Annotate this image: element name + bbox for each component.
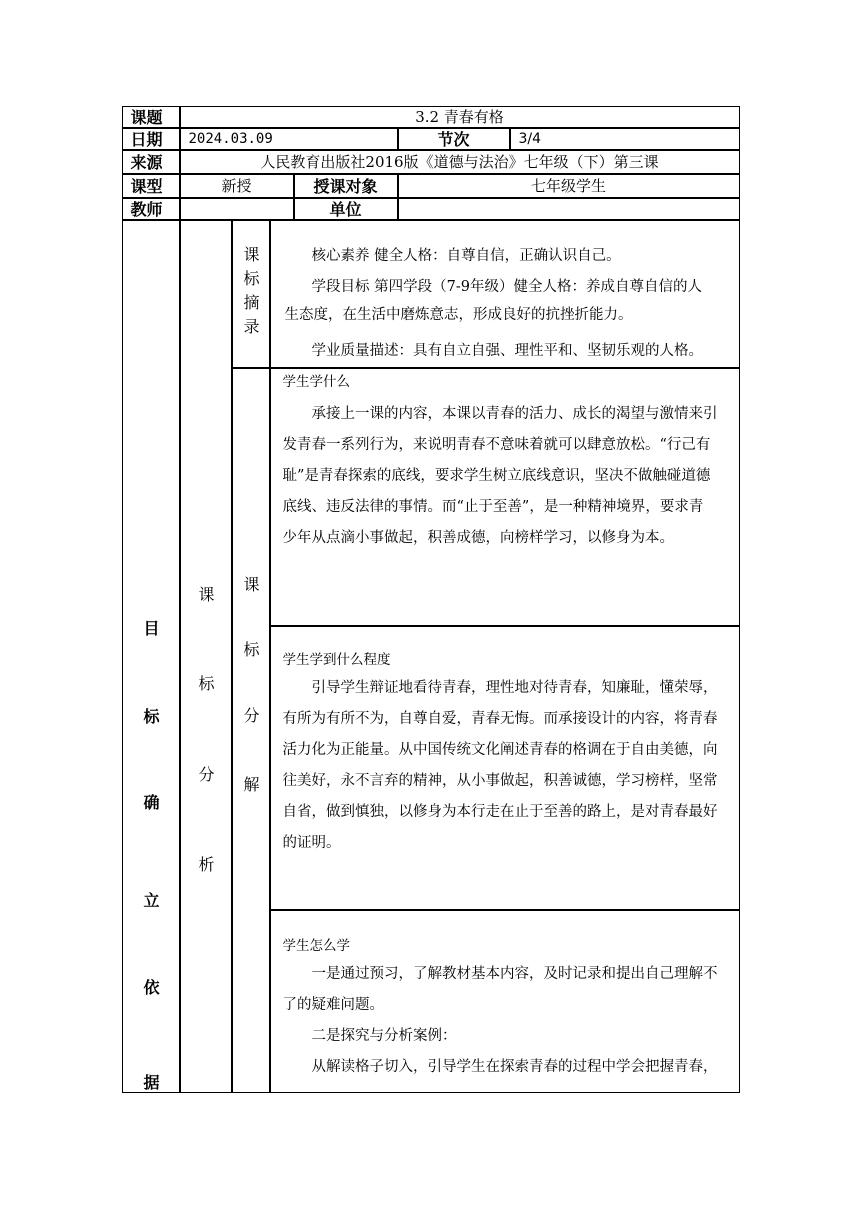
source-value: 人民教育出版社2016版《道德与法治》七年级（下）第三课 <box>180 150 740 174</box>
block3-text <box>283 935 735 1083</box>
analysis-label-cell <box>180 220 232 1093</box>
analysis-char-3: 分 <box>198 764 215 784</box>
period-value: 3/4 <box>510 128 740 150</box>
block1-title: 学生学什么 <box>282 373 350 390</box>
section-label-char-3: 确 <box>143 792 160 812</box>
type-value: 新授 <box>180 174 294 198</box>
lesson-plan-table <box>122 106 740 1093</box>
block3-line-3: 二是探究与分析案例： <box>311 1027 457 1044</box>
date-value: 2024.03.09 <box>180 128 398 150</box>
block3-line-2: 了的疑难问题。 <box>282 996 384 1013</box>
block-what-students-learn <box>270 368 740 626</box>
section-label-char-4: 立 <box>143 890 160 910</box>
block2-line-2: 有所为有所不为，自尊自爱，青春无悔。而承接设计的内容，将青春 <box>282 710 718 727</box>
teacher-value <box>180 198 294 220</box>
decompose-char-1: 课 <box>243 574 260 594</box>
decompose-char-2: 标 <box>243 639 260 659</box>
excerpt-text <box>283 239 735 373</box>
block2-line-5: 自省，做到慎独，以修身为本行走在止于至善的路上，是对青春最好 <box>282 803 718 820</box>
section-label-char-2: 标 <box>143 706 160 726</box>
analysis-char-2: 标 <box>198 673 215 693</box>
block2-title: 学生学到什么程度 <box>282 651 391 668</box>
excerpt-content-cell <box>270 220 740 368</box>
audience-label: 授课对象 <box>294 174 398 198</box>
type-label: 课型 <box>122 174 180 198</box>
block1-line-3: 耻”是青春探索的底线，要求学生树立底线意识，坚决不做触碰道德 <box>282 467 711 484</box>
block2-line-1: 引导学生辩证地看待青春，理性地对待青春，知廉耻，懂荣辱， <box>311 679 718 696</box>
source-label: 来源 <box>122 150 180 174</box>
excerpt-char-1: 课 <box>243 244 260 264</box>
excerpt-stage-goal-2: 生态度，在生活中磨炼意志，形成良好的抗挫折能力。 <box>284 306 633 323</box>
excerpt-stage-goal-1: 学段目标 第四学段（7-9年级）健全人格：养成自尊自信的人 <box>311 278 702 295</box>
decompose-label-cell <box>232 368 270 1093</box>
block-learning-depth <box>270 626 740 910</box>
excerpt-char-2: 标 <box>243 268 260 288</box>
teacher-label: 教师 <box>122 198 180 220</box>
block2-line-4: 往美好，永不言弃的精神，从小事做起，积善诚德，学习榜样，坚常 <box>282 772 718 789</box>
section-label-char-5: 依 <box>143 977 160 997</box>
excerpt-quality: 学业质量描述：具有自立自强、理性平和、坚韧乐观的人格。 <box>311 342 703 359</box>
decompose-char-3: 分 <box>243 705 260 725</box>
section-label-char-6: 据 <box>143 1072 160 1092</box>
block1-text <box>283 371 735 554</box>
excerpt-char-4: 录 <box>243 316 260 336</box>
block1-line-4: 底线、违反法律的事情。而“止于至善”，是一种精神境界，要求青 <box>282 498 704 515</box>
block1-line-1: 承接上一课的内容，本课以青春的活力、成长的渴望与激情来引 <box>311 405 718 422</box>
excerpt-char-3: 摘 <box>243 292 260 312</box>
decompose-char-4: 解 <box>243 774 260 794</box>
block-how-students-learn <box>270 910 740 1093</box>
analysis-char-1: 课 <box>198 584 215 604</box>
unit-label: 单位 <box>294 198 398 220</box>
block1-line-5: 少年从点滴小事做起，积善成德，向榜样学习，以修身为本。 <box>282 529 674 546</box>
audience-value: 七年级学生 <box>398 174 740 198</box>
excerpt-core-literacy: 核心素养 健全人格：自尊自信，正确认识自己。 <box>311 247 621 264</box>
block2-line-6: 的证明。 <box>282 834 341 851</box>
period-label: 节次 <box>398 128 510 150</box>
block3-line-1: 一是通过预习，了解教材基本内容，及时记录和提出自己理解不 <box>311 965 718 982</box>
section-label-cell <box>122 220 180 1093</box>
topic-label: 课题 <box>122 106 180 128</box>
block3-line-4: 从解读格子切入，引导学生在探索青春的过程中学会把握青春， <box>311 1058 718 1075</box>
unit-value <box>398 198 740 220</box>
analysis-char-4: 析 <box>198 854 215 874</box>
block3-title: 学生怎么学 <box>282 937 350 954</box>
date-label: 日期 <box>122 128 180 150</box>
block2-text <box>283 649 735 859</box>
block2-line-3: 活力化为正能量。从中国传统文化阐述青春的格调在于自由美德，向 <box>282 741 718 758</box>
excerpt-label-cell <box>232 220 270 368</box>
excerpt-label-stack <box>233 243 271 339</box>
section-label-char-1: 目 <box>143 618 160 638</box>
block1-line-2: 发青春一系列行为，来说明青春不意味着就可以肆意放松。“行己有 <box>282 436 711 453</box>
topic-value: 3.2 青春有格 <box>180 106 740 128</box>
